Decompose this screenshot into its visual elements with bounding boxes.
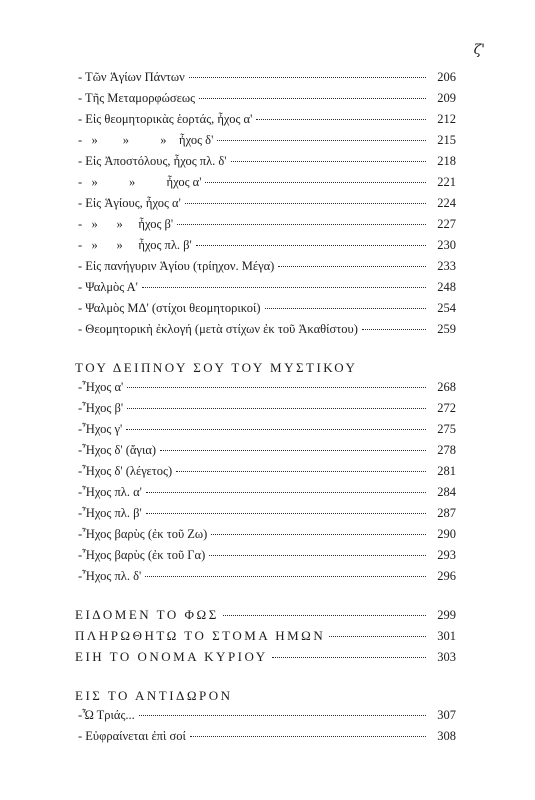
dot-leader (211, 534, 426, 535)
dot-leader (231, 161, 426, 162)
dot-leader (146, 492, 426, 493)
toc-entry-title: -Ὦ Τριάς... (78, 708, 135, 722)
toc-entry-page: 275 (437, 422, 456, 436)
dot-leader (146, 513, 426, 514)
dot-leader (177, 224, 426, 225)
toc-entry-page: 307 (437, 708, 456, 722)
toc-entry-title: - Ψαλμὸς ΜΔ' (στίχοι θεομητορικοί) (78, 301, 261, 315)
toc-entry-title: -Ἦχος δ' (λέγετος) (78, 464, 173, 478)
toc-entry (78, 506, 456, 526)
toc-entry (78, 443, 456, 463)
toc-entry (78, 527, 456, 547)
toc-entry-title: - Εὐφραίνεται ἐπὶ σοί (78, 729, 186, 743)
toc-entry (78, 196, 456, 216)
dot-leader (196, 245, 426, 246)
dot-leader (127, 387, 426, 388)
toc-entry (78, 485, 456, 505)
toc-entry-page: 308 (437, 729, 456, 743)
toc-entry-page: 218 (437, 154, 456, 168)
toc-heading-title: ΕΙΔΟΜΕΝ ΤΟ ΦΩΣ (75, 607, 219, 622)
dot-leader (217, 140, 426, 141)
toc-entry-page: 254 (437, 301, 456, 315)
toc-entry (78, 301, 456, 321)
toc-entry (78, 238, 456, 258)
toc-entry-title: -Ἦχος β' (78, 401, 124, 415)
toc-heading-entry (75, 628, 456, 648)
toc-entry-page: 281 (437, 464, 456, 478)
dot-leader (278, 266, 426, 267)
toc-entry (78, 401, 456, 421)
toc-entry-page: 272 (437, 401, 456, 415)
toc-entry-page: 215 (437, 133, 456, 147)
toc-entry-title: - » » ἦχος β' (78, 217, 174, 231)
toc-entry-page: 268 (437, 380, 456, 394)
toc-entry-title: - Εἰς θεομητορικὰς ἑορτάς, ἦχος α' (78, 112, 253, 126)
dot-leader (142, 287, 426, 288)
dot-leader (223, 615, 426, 616)
toc-entry-page: 303 (437, 650, 456, 664)
toc-heading-title: ΠΛΗΡΩΘΗΤΩ ΤΟ ΣΤΟΜΑ ΗΜΩΝ (75, 628, 326, 643)
toc-entry-page: 290 (437, 527, 456, 541)
toc-entry-title: - Τῆς Μεταμορφώσεως (78, 91, 196, 105)
toc-entry-title: -Ἦχος δ' (ἄγια) (78, 443, 157, 457)
section-heading-deipnou: ΤΟΥ ΔΕΙΠΝΟΥ ΣΟΥ ΤΟΥ ΜΥΣΤΙΚΟΥ (75, 360, 358, 375)
toc-entry (78, 548, 456, 568)
toc-entry-title: - Εἰς πανήγυριν Ἁγίου (τρίηχον. Μέγα) (78, 259, 275, 273)
page-number: ζ' (473, 42, 485, 58)
dot-leader (362, 329, 426, 330)
toc-heading-title: ΕΙΗ ΤΟ ΟΝΟΜΑ ΚΥΡΙΟΥ (75, 649, 268, 664)
toc-entry-title: -Ἦχος πλ. α' (78, 485, 142, 499)
dot-leader (176, 471, 426, 472)
toc-entry-title: -Ἦχος α' (78, 380, 124, 394)
section-heading-antidoron: ΕΙΣ ΤΟ ΑΝΤΙΔΩΡΟΝ (75, 688, 233, 703)
toc-entry-title: -Ἦχος βαρὺς (ἐκ τοῦ Ζω) (78, 527, 208, 541)
dot-leader (329, 636, 426, 637)
dot-leader (205, 182, 426, 183)
toc-entry-page: 206 (437, 70, 456, 84)
dot-leader (189, 77, 426, 78)
toc-entry-page: 230 (437, 238, 456, 252)
toc-heading-entry (75, 649, 456, 669)
dot-leader (199, 98, 426, 99)
dot-leader (185, 203, 426, 204)
dot-leader (209, 555, 426, 556)
dot-leader (145, 576, 426, 577)
toc-entry (78, 259, 456, 279)
toc-entry-title: - Εἰς Ἀποστόλους, ἦχος πλ. δ' (78, 154, 227, 168)
toc-entry (78, 175, 456, 195)
toc-entry (78, 112, 456, 132)
toc-entry (78, 322, 456, 342)
toc-entry-page: 299 (437, 608, 456, 622)
toc-entry-page: 221 (437, 175, 456, 189)
toc-entry-page: 209 (437, 91, 456, 105)
dot-leader (265, 308, 426, 309)
toc-entry (78, 569, 456, 589)
toc-entry (78, 464, 456, 484)
toc-entry (78, 729, 456, 749)
toc-entry (78, 133, 456, 153)
toc-entry (78, 217, 456, 237)
toc-entry-page: 233 (437, 259, 456, 273)
dot-leader (127, 408, 426, 409)
toc-entry-page: 284 (437, 485, 456, 499)
toc-entry-page: 278 (437, 443, 456, 457)
toc-entry (78, 380, 456, 400)
toc-entry-page: 224 (437, 196, 456, 210)
dot-leader (126, 429, 426, 430)
toc-entry-title: -Ἦχος βαρὺς (ἐκ τοῦ Γα) (78, 548, 206, 562)
toc-entry-page: 296 (437, 569, 456, 583)
toc-entry (78, 280, 456, 300)
toc-entry-page: 212 (437, 112, 456, 126)
toc-entry-title: - » » ἦχος πλ. β' (78, 238, 192, 252)
toc-entry (78, 708, 456, 728)
toc-entry (78, 422, 456, 442)
toc-entry-title: - Ψαλμὸς Α' (78, 280, 138, 294)
toc-entry-page: 301 (437, 629, 456, 643)
dot-leader (160, 450, 426, 451)
dot-leader (256, 119, 426, 120)
toc-entry (78, 154, 456, 174)
dot-leader (139, 715, 426, 716)
dot-leader (272, 657, 426, 658)
toc-entry-title: - » » ἦχος α' (78, 175, 202, 189)
toc-entry (78, 91, 456, 111)
toc-entry-title: - Εἰς Ἁγίους, ἦχος α' (78, 196, 181, 210)
toc-entry-page: 227 (437, 217, 456, 231)
dot-leader (190, 736, 426, 737)
toc-entry-title: - Τῶν Ἁγίων Πάντων (78, 70, 185, 84)
toc-heading-entry (75, 607, 456, 627)
toc-entry-title: -Ἦχος πλ. δ' (78, 569, 142, 583)
toc-entry (78, 70, 456, 90)
toc-entry-title: -Ἦχος πλ. β' (78, 506, 142, 520)
toc-entry-title: - Θεομητορικὴ ἐκλογή (μετὰ στίχων ἐκ τοῦ Ἀκαθίστου) (78, 322, 358, 336)
toc-entry-page: 287 (437, 506, 456, 520)
toc-entry-title: - » » » ἦχος δ' (78, 133, 214, 147)
toc-entry-page: 293 (437, 548, 456, 562)
toc-entry-page: 259 (437, 322, 456, 336)
toc-entry-title: -Ἦχος γ' (78, 422, 123, 436)
toc-entry-page: 248 (437, 280, 456, 294)
